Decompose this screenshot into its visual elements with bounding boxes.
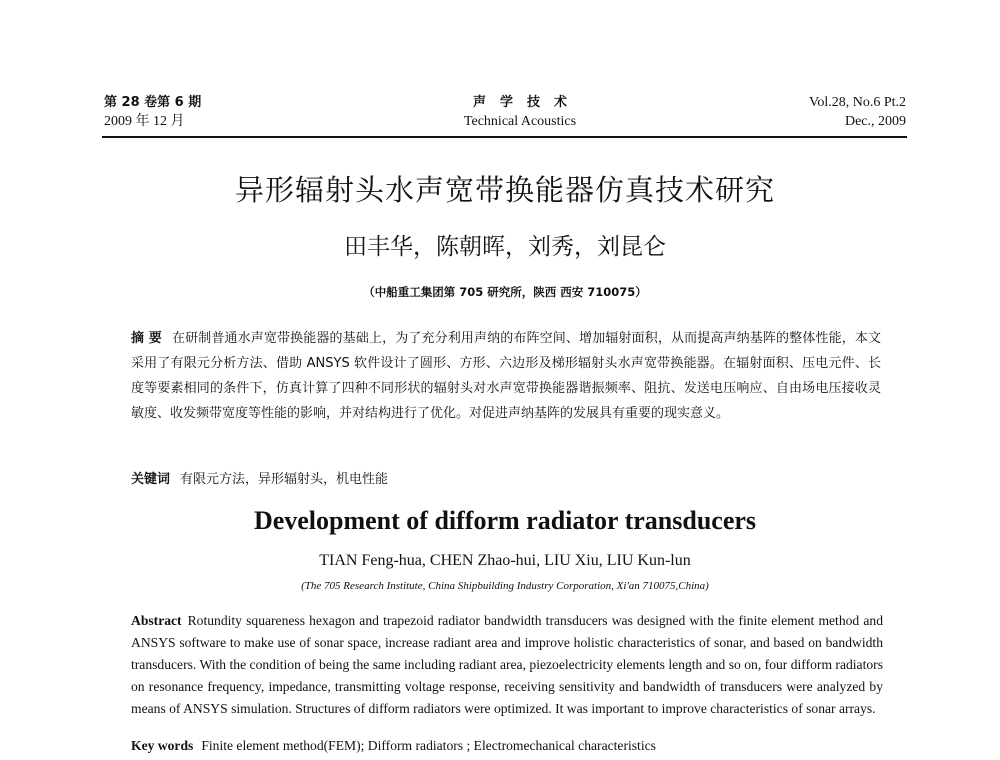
- date-en: Dec., 2009: [844, 114, 906, 129]
- header-center: [420, 93, 620, 131]
- keywords-en-label: Key words: [131, 738, 194, 753]
- keywords-cn-label: 关键词: [131, 472, 171, 487]
- keywords-cn-text: 有限元方法，异形辐射头，机电性能: [180, 472, 389, 487]
- affiliation-en: (The 705 Research Institute, China Shipbuilding Industry Corporation, Xi'an 710075,China): [301, 580, 709, 592]
- journal-name-en: Technical Acoustics: [463, 114, 577, 129]
- abstract-en-label: Abstract: [131, 613, 182, 628]
- title-cn: 异形辐射头水声宽带换能器仿真技术研究: [234, 173, 775, 207]
- abstract-cn-label: 摘 要: [131, 331, 162, 346]
- authors-cn: 田丰华，陈朝晖，刘秀，刘昆仑: [344, 234, 666, 260]
- header-right: [809, 93, 906, 131]
- abstract-cn-text: 在研制普通水声宽带换能器的基础上，为了充分利用声纳的布阵空间、增加辐射面积，从而提高声纳基阵的整体性能，本文采用了有限元分析方法、借助 ANSYS 软件设计了圆形、方形、六边形及梯形辐射头水声宽带换能器。在辐射面积、压电元件、长度等要素相同的条件下，仿真计算了四种不同形状的辐射头对水声宽带换能器谐振频率、阻抗、发送电压响应、自由场电压接收灵敏度、收发频带宽度等性能的影响，并对结构进行了优化。对促进声纳基阵的发展具有重要的现实意义。: [131, 331, 881, 421]
- journal-name-cn: 声学技术: [472, 95, 581, 110]
- abstract-en: [131, 610, 883, 720]
- affiliation-cn: （中船重工集团第 705 研究所，陕西 西安 710075）: [363, 285, 647, 299]
- abstract-en-text: Rotundity squareness hexagon and trapezoid radiator bandwidth transducers was designed with the finite element method and ANSYS software to make use of sonar space, increase radiant area and improve holistic characteristics of sonar, and based on bandwidth transducers. With the condition of being the same including radiant area, piezoelectricity elements length and so on, four difform radiators on resonance frequency, impedance, transmitting voltage response, receiving sensitivity and bandwidth of transducers were analyzed by means of ANSYS simulation. Structures of difform radiators were optimized. It was important to improve characteristics of sonar arrays.: [131, 613, 883, 716]
- date-cn: 2009 年 12 月: [104, 114, 185, 129]
- title-en: Development of difform radiator transducers: [253, 506, 757, 535]
- volume-en: Vol.28, No.6 Pt.2: [809, 95, 906, 110]
- keywords-cn: [131, 468, 881, 487]
- authors-en: TIAN Feng-hua, CHEN Zhao-hui, LIU Xiu, LIU Kun-lun: [319, 552, 691, 569]
- keywords-en: [131, 738, 883, 754]
- abstract-cn: [131, 326, 881, 426]
- header-rule: [102, 136, 907, 138]
- keywords-en-text: Finite element method(FEM); Difform radiators ; Electromechanical characteristics: [201, 738, 656, 753]
- header-left: [104, 93, 201, 131]
- volume-cn: 第 28 卷第 6 期: [104, 95, 202, 110]
